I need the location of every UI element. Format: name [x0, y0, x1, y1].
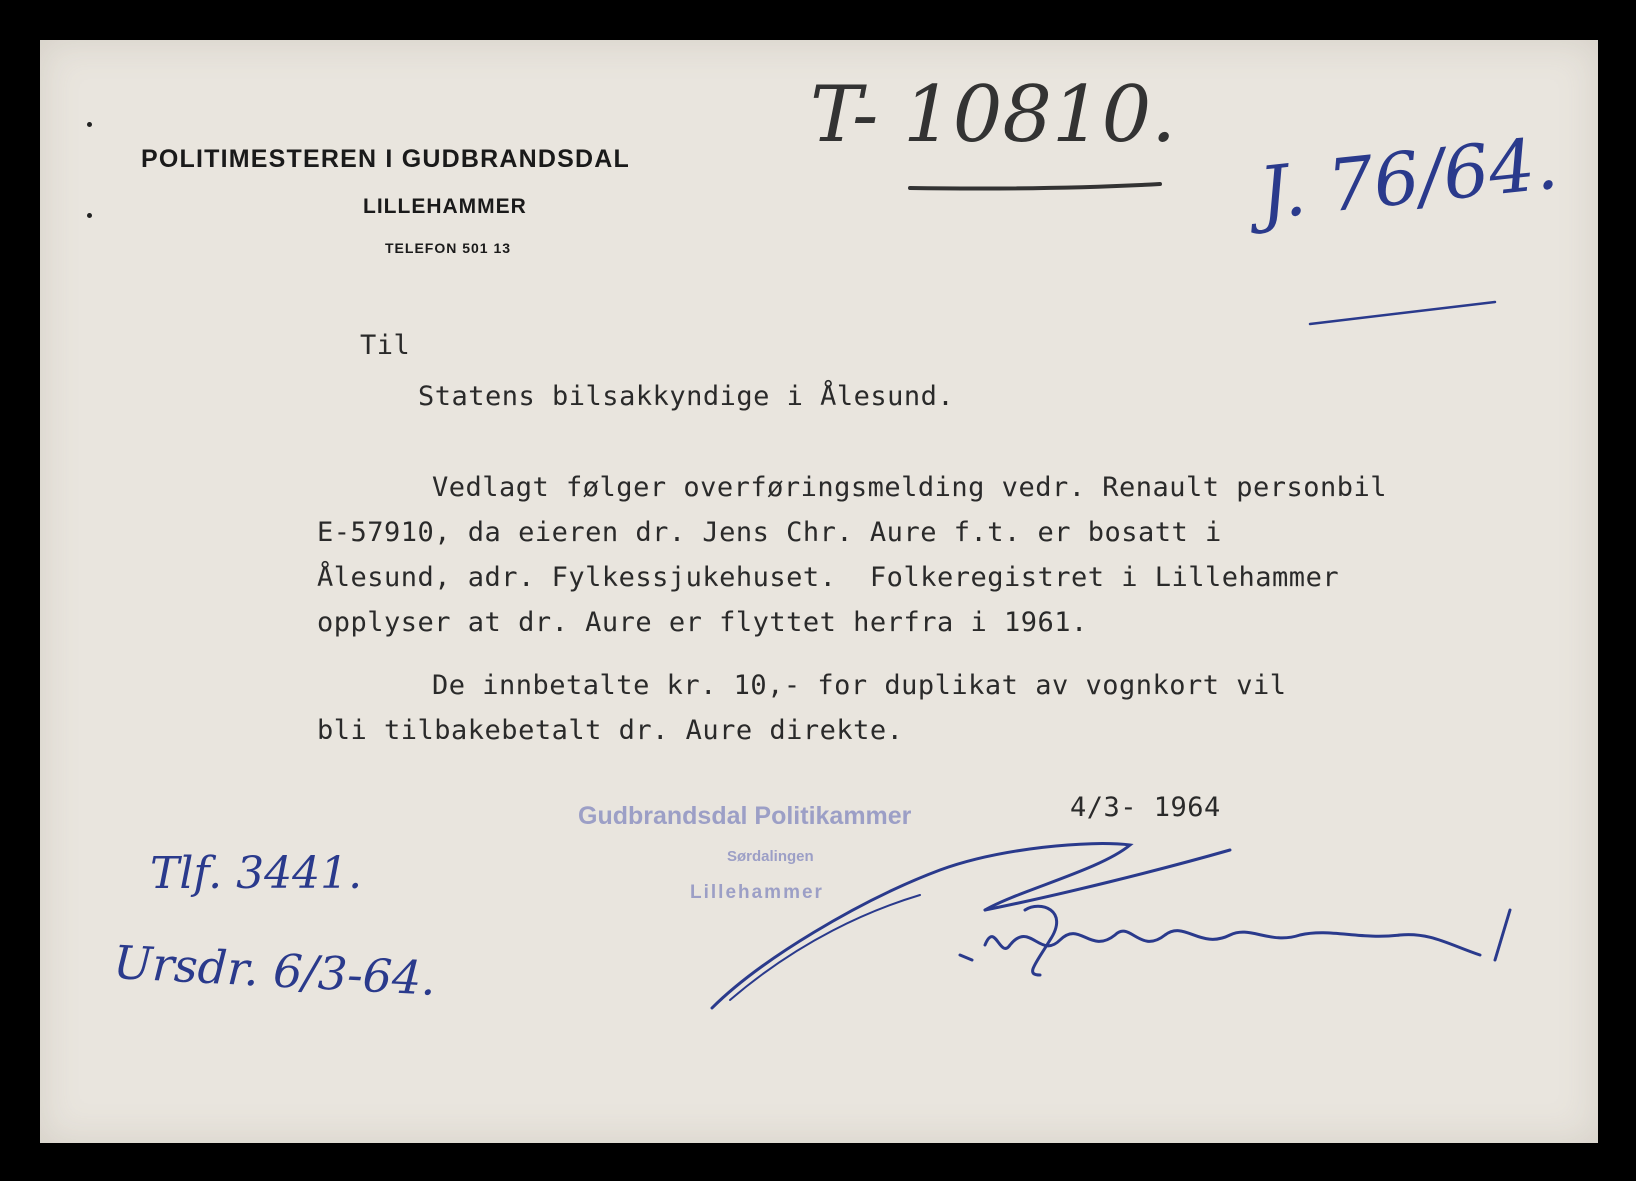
closing-line: De innbetalte kr. 10,- for duplikat av vognkort vil: [432, 670, 1287, 701]
recipient: Statens bilsakkyndige i Ålesund.: [418, 381, 955, 412]
handwritten-reference: T- 10810.: [810, 70, 1177, 160]
letterhead-city: LILLEHAMMER: [363, 195, 527, 218]
punch-mark: [87, 213, 92, 218]
document-page: [40, 40, 1598, 1143]
body-line: E-57910, da eieren dr. Jens Chr. Aure f.t. er bosatt i: [317, 517, 1222, 548]
stamp-line-3: Lillehammer: [690, 882, 824, 903]
stamp-line-2: Sørdalingen: [727, 848, 814, 865]
handwritten-journal: J. 76/64.: [1255, 120, 1562, 236]
stamp-line-1: Gudbrandsdal Politikammer: [578, 802, 912, 830]
body-line: Ålesund, adr. Fylkessjukehuset. Folkeregistret i Lillehammer: [317, 562, 1340, 593]
handwritten-phone-note: Tlf. 3441.: [150, 848, 363, 899]
handwritten-notified-note: Ursdr. 6/3-64.: [112, 935, 438, 1006]
punch-mark: [87, 122, 92, 127]
letterhead-title: POLITIMESTEREN I GUDBRANDSDAL: [141, 145, 630, 173]
signature: [40, 40, 1598, 1143]
body-line: opplyser at dr. Aure er flyttet herfra i 1961.: [317, 607, 1088, 638]
closing-line: bli tilbakebetalt dr. Aure direkte.: [317, 715, 904, 746]
salutation: Til: [360, 330, 411, 361]
body-line: Vedlagt følger overføringsmelding vedr. Renault personbil: [432, 472, 1388, 503]
letter-date: 4/3- 1964: [1070, 792, 1221, 823]
letterhead-phone: TELEFON 501 13: [385, 240, 512, 256]
